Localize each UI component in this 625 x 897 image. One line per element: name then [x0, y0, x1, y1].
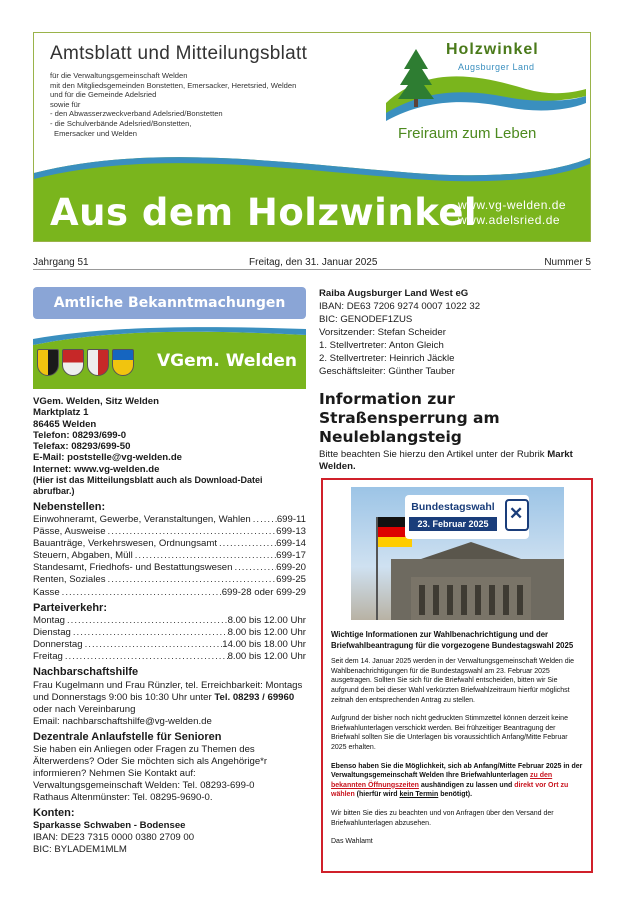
bank-line: Vorsitzender: Stefan Scheider	[319, 327, 446, 338]
hours-row: Donnerstag ..... 14.00 bis 18.00 Uhr	[33, 639, 306, 651]
senioren-text: Rathaus Altenmünster: Tel. 08295-9690-0.	[33, 791, 213, 803]
website-urls	[458, 198, 566, 228]
notice-paragraph: Seit dem 14. Januar 2025 werden in der Verwaltungsgemeinschaft Welden die Wahlbenachrichtigungen für die Bundestagswahl am 23. Februar 2025 ausgetragen. Sollten Sie sich für die Briefwahl entscheiden, bitten wir Sie aufgrund dem bei dieser Wahl verkürzten Briefwahlzeitraum hierfür möglichst zeitnah den entsprechenden Antrag zu stellen.	[331, 658, 575, 704]
extension-row: Standesamt, Friedhofs- und Bestattungswesen ..... 699-20	[33, 562, 306, 574]
election-notice-text	[331, 630, 585, 847]
extension-row: Kasse ..... 699-28 oder 699-29	[33, 587, 306, 599]
vgem-welden-label: VGem. Welden	[157, 351, 298, 371]
right-column	[319, 287, 591, 473]
notice-paragraph: Ebenso haben Sie die Möglichkeit, sich ab Anfang/Mitte Februar 2025 in der Verwaltungsgemeinschaft Welden Ihre Briefwahlunterlagen zu den bekannten Öffnungszeiten aushändigen zu lassen und direkt vor Ort zu wählen (hierfür wird kein Termin benötigt).	[331, 762, 583, 799]
section-heading: Nachbarschaftshilfe	[33, 666, 139, 679]
section-heading: Dezentrale Anlaufstelle für Senioren	[33, 730, 222, 743]
hours-row: Freitag ..... 8.00 bis 12.00 Uhr	[33, 651, 306, 663]
bank-line: BIC: GENODEF1ZUS	[319, 314, 413, 325]
masthead	[33, 32, 591, 242]
bank-iban: IBAN: DE23 7315 0000 0380 2709 00	[33, 832, 195, 844]
extension-row: Bauanträge, Verkehrswesen, Ordnungsamt ..... 699-14	[33, 538, 306, 550]
issue-info-bar	[33, 254, 591, 270]
municipal-crests	[37, 349, 137, 381]
election-banner-title: Bundestagswahl	[411, 501, 495, 513]
contact-line: 86465 Welden	[33, 418, 97, 430]
subtitle-line: - die Schulverbände Adelsried/Bonstetten,	[50, 118, 192, 128]
crest-icon	[37, 349, 59, 376]
bank-bic: BIC: BYLADEM1MLM	[33, 844, 127, 856]
logo-title: Holzwinkel	[446, 41, 539, 58]
section-heading: Nebenstellen:	[33, 500, 106, 513]
bank-block	[319, 287, 591, 378]
extension-row: Pässe, Ausweise ..... 699-13	[33, 526, 306, 538]
senioren-text: Sie haben ein Anliegen oder Fragen zu Themen des Älterwerdens? Oder Sie möchten sich als Angehörige*r informieren? Nehmen Sie Kontakt auf:	[33, 743, 268, 779]
contact-line: Marktplatz 1	[33, 407, 89, 419]
bank-line: IBAN: DE63 7206 9274 0007 1022 32	[319, 301, 481, 312]
subtitle-line: und für die Gemeinde Adelsried	[50, 90, 157, 100]
issue-year: Jahrgang 51	[33, 257, 89, 268]
crest-icon	[87, 349, 109, 376]
section-heading: Parteiverkehr:	[33, 601, 107, 614]
contact-fax: Telefax: 08293/699-50	[33, 441, 131, 453]
issue-number: Nummer 5	[544, 257, 591, 268]
subtitle-line: für die Verwaltungsgemeinschaft Welden	[50, 71, 188, 80]
nachbar-text: Frau Kugelmann und Frau Rünzler, tel. Erreichbarkeit: Montags und Donnerstags 9:00 bis 10:30 Uhr unter Tel. 08293 / 69960	[33, 679, 303, 703]
hours-row: Montag ..... 8.00 bis 12.00 Uhr	[33, 615, 306, 627]
contact-block	[33, 396, 306, 856]
article-title: Information zur Straßensperrung am Neuleblangsteig	[319, 390, 500, 446]
contact-internet[interactable]: Internet: www.vg-welden.de	[33, 463, 160, 475]
hours-row: Dienstag ..... 8.00 bis 12.00 Uhr	[33, 627, 306, 639]
section-heading: Konten:	[33, 806, 75, 819]
article-hint: Bitte beachten Sie hierzu den Artikel unter der Rubrik Markt Welden.	[319, 449, 573, 472]
bank-line: 2. Stellvertreter: Heinrich Jäckle	[319, 353, 455, 364]
crest-icon	[62, 349, 84, 376]
slogan: Freiraum zum Leben	[398, 125, 537, 142]
bank-name: Sparkasse Schwaben - Bodensee	[33, 820, 186, 832]
election-notice-box	[321, 478, 593, 873]
crest-icon	[112, 349, 134, 376]
nachbar-text: oder nach Vereinbarung	[33, 703, 136, 715]
bank-name: Raiba Augsburger Land West eG	[319, 288, 469, 299]
bank-line: Geschäftsleiter: Günther Tauber	[319, 366, 455, 377]
contact-line: VGem. Welden, Sitz Welden	[33, 396, 159, 407]
extension-row: Steuern, Abgaben, Müll ..... 699-17	[33, 550, 306, 562]
issue-date: Freitag, den 31. Januar 2025	[249, 257, 378, 268]
contact-note: (Hier ist das Mitteilungsblatt auch als Download-Datei abrufbar.)	[33, 475, 263, 497]
subtitle-line: sowie für	[50, 99, 81, 109]
subtitle-line: Emersacker und Welden	[54, 128, 138, 138]
extension-row: Renten, Soziales ..... 699-25	[33, 574, 306, 586]
masthead-title: Amtsblatt und Mitteilungsblatt	[50, 43, 308, 64]
bundestag-photo	[351, 487, 564, 620]
masthead-subtitle	[50, 71, 380, 138]
url-link[interactable]: www.vg-welden.de	[458, 198, 567, 212]
bank-line: 1. Stellvertreter: Anton Gleich	[319, 340, 444, 351]
nachbar-email[interactable]: Email: nachbarschaftshilfe@vg-welden.de	[33, 715, 212, 727]
extension-row: Einwohneramt, Gewerbe, Veranstaltungen, Wahlen ..... 699-11	[33, 514, 306, 526]
ballot-cross-icon	[505, 499, 529, 531]
url-link[interactable]: www.adelsried.de	[458, 213, 561, 227]
election-banner-date: 23. Februar 2025	[409, 517, 497, 531]
logo-subtitle: Augsburger Land	[458, 62, 535, 72]
notice-heading: Wichtige Informationen zur Wahlbenachrichtigung und der Briefwahlbeantragung für die vorgezogene Bundestagswahl 2025	[331, 630, 574, 650]
notice-paragraph: Wir bitten Sie dies zu beachten und von Anfragen über den Versand der Briefwahlunterlagen abzusehen.	[331, 809, 554, 827]
contact-email[interactable]: E-Mail: poststelle@vg-welden.de	[33, 452, 183, 464]
notice-paragraph: Aufgrund der bisher noch nicht gedruckten Stimmzettel können derzeit keine Briefwahlunterlagen verschickt werden. Bei frühzeitiger Beantragung der Briefwahl sollten Sie die Unterlagen bis voraussichtlich Anfang/Mitte Februar 2025 erhalten.	[331, 715, 568, 751]
notice-signature: Das Wahlamt	[331, 838, 373, 846]
senioren-text: Verwaltungsgemeinschaft Welden: Tel. 08293-699-0	[33, 779, 255, 791]
publication-title: Aus dem Holzwinkel	[50, 191, 478, 234]
subtitle-line: mit den Mitgliedsgemeinden Bonstetten, Emersacker, Heretsried, Welden	[50, 80, 297, 90]
amtliche-bekanntmachungen-banner: Amtliche Bekanntmachungen	[33, 287, 306, 319]
vgem-welden-banner	[33, 327, 306, 389]
subtitle-line: - den Abwasserzweckverband Adelsried/Bonstetten	[50, 109, 223, 119]
contact-phone: Telefon: 08293/699-0	[33, 429, 127, 441]
